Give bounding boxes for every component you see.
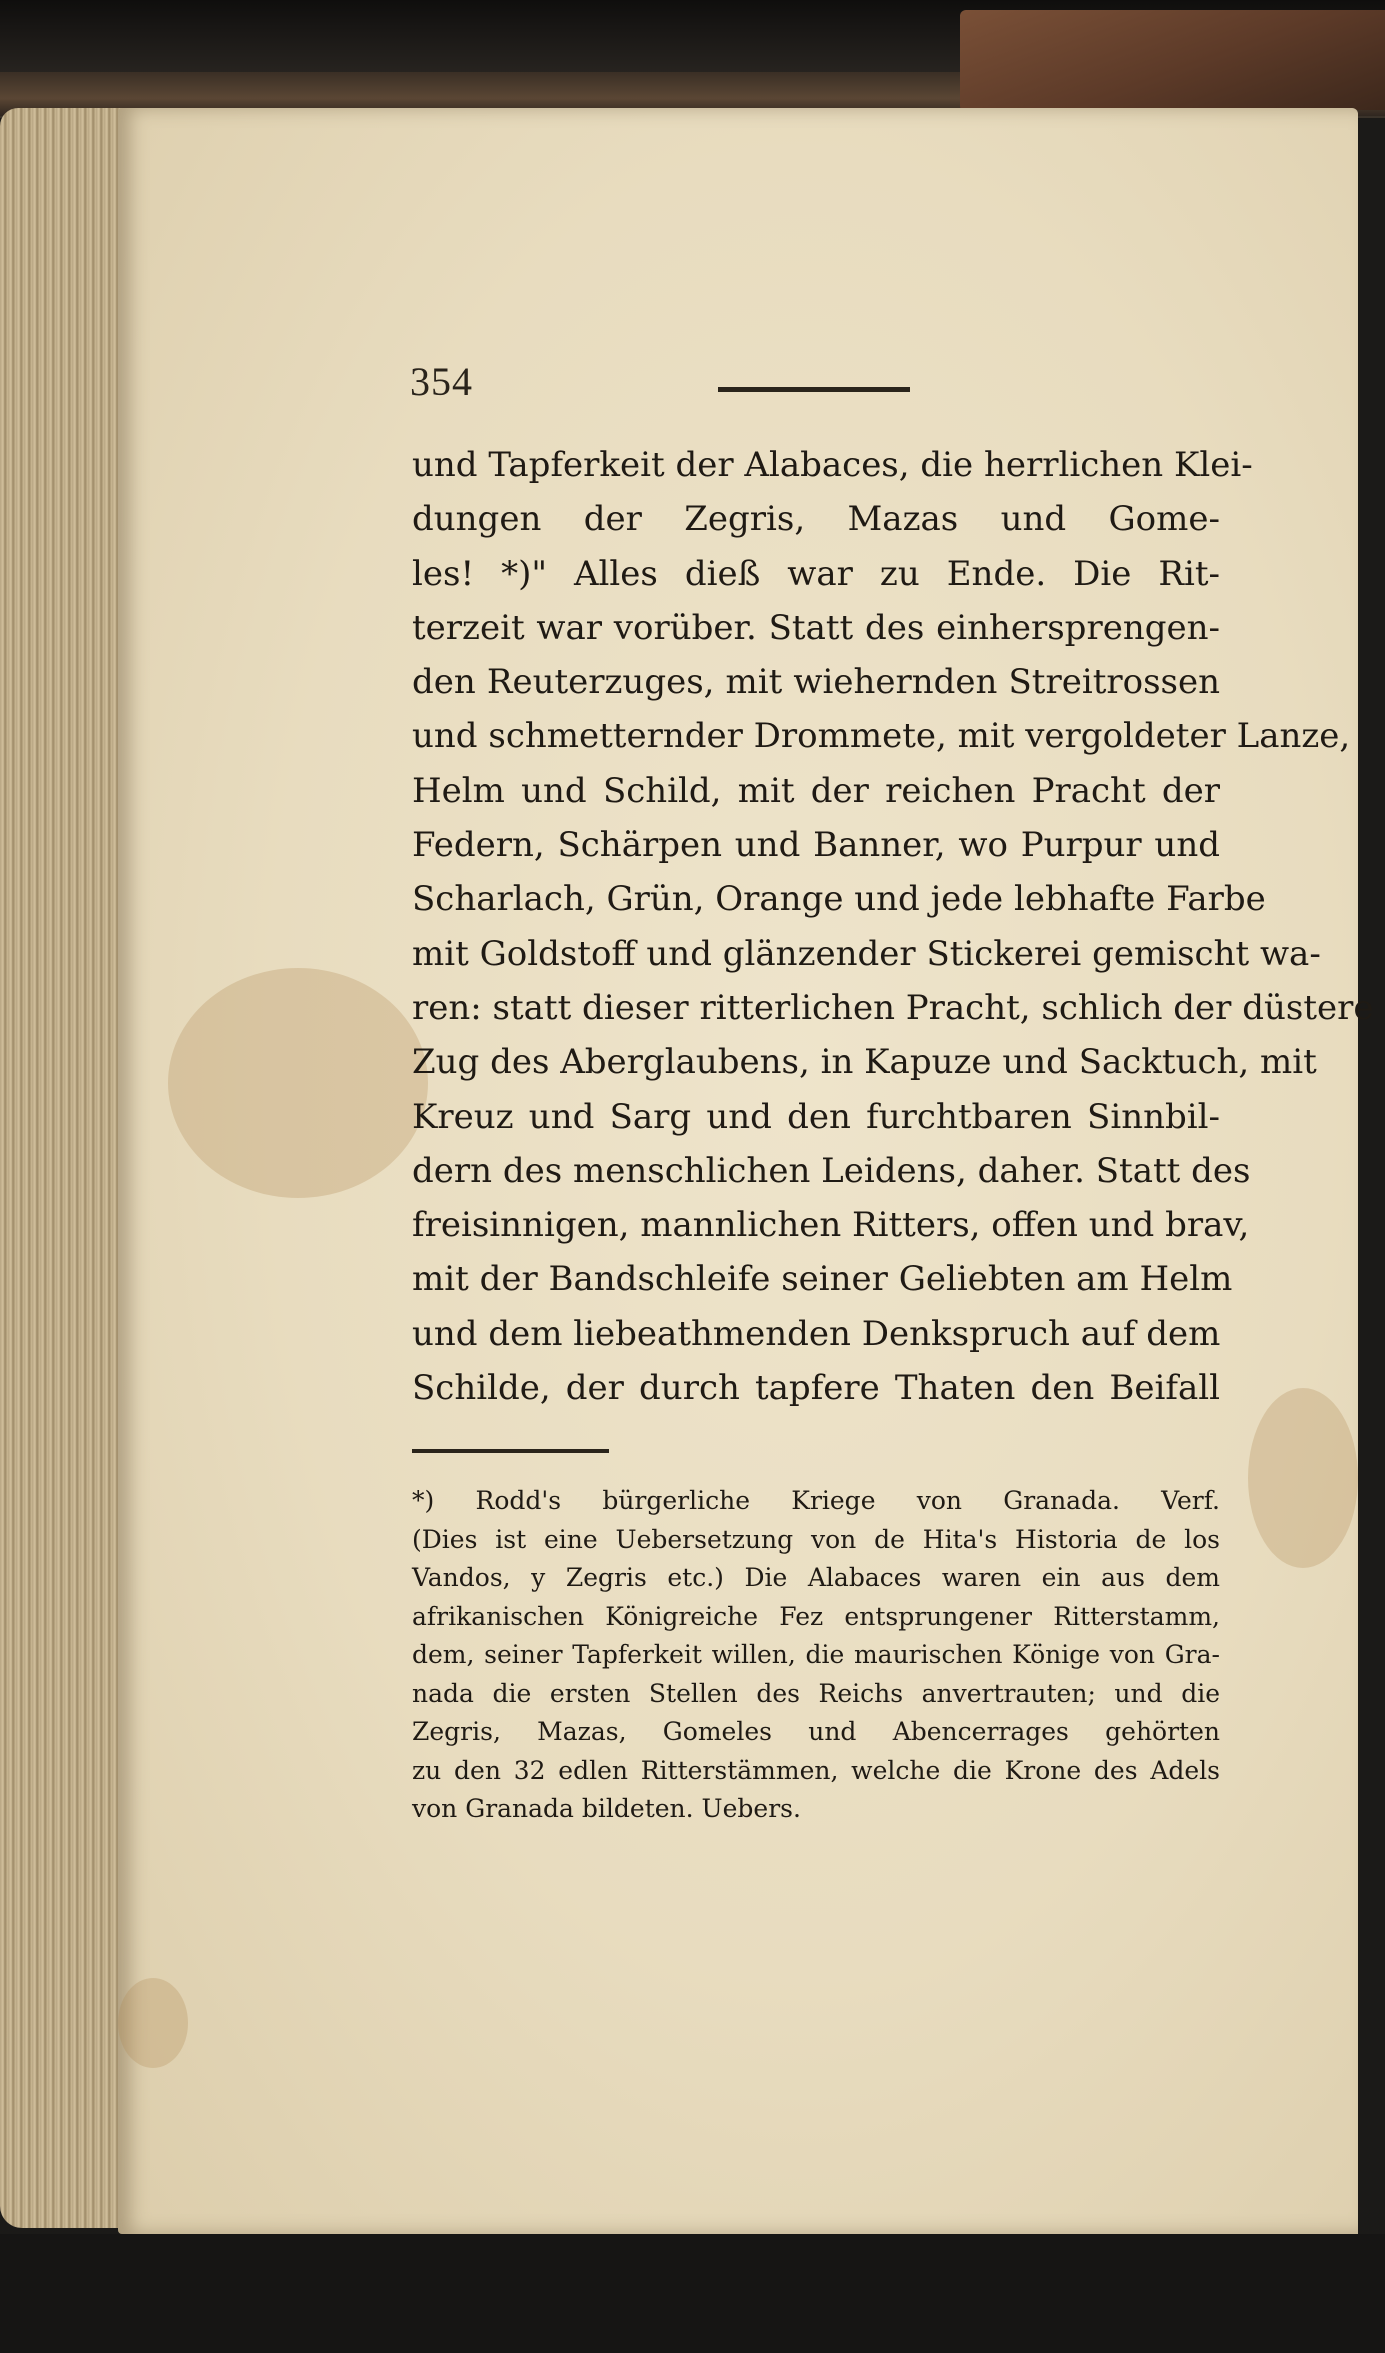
text-line: terzeit war vorüber. Statt des einhersprengen- — [412, 607, 1220, 648]
text-line: und schmetternder Drommete, mit vergoldeter Lanze, — [412, 716, 1351, 757]
footnote-line: zu den 32 edlen Ritterstämmen, welche die Krone des Adels — [412, 1755, 1220, 1785]
text-line: mit Goldstoff und glänzender Stickerei gemischt wa- — [412, 933, 1321, 974]
footnote-block — [412, 1482, 1220, 1829]
paper-stain — [168, 968, 428, 1198]
page-edges — [0, 108, 128, 2228]
text-line: mit der Bandschleife seiner Geliebten am Helm — [412, 1259, 1233, 1300]
header-rule — [718, 387, 910, 392]
paper-stain — [118, 1978, 188, 2068]
paper-stain — [1248, 1388, 1358, 1568]
footnote-line: nada die ersten Stellen des Reichs anvertrauten; und die — [412, 1678, 1220, 1708]
text-line: Kreuz und Sarg und den furchtbaren Sinnbil- — [412, 1096, 1220, 1137]
text-line: und dem liebeathmenden Denkspruch auf dem — [412, 1313, 1221, 1354]
footnote-line: Zegris, Mazas, Gomeles und Abencerrages gehörten — [412, 1717, 1220, 1746]
text-line: dern des menschlichen Leidens, daher. Statt des — [412, 1150, 1251, 1191]
page-number: 354 — [410, 359, 473, 404]
book-shadow-bottom — [0, 2234, 1385, 2353]
text-line: Zug des Aberglaubens, in Kapuze und Sacktuch, mit — [412, 1042, 1317, 1083]
footnote-line: (Dies ist eine Uebersetzung von de Hita's Historia de los — [412, 1524, 1220, 1554]
text-line: Scharlach, Grün, Orange und jede lebhafte Farbe — [412, 879, 1266, 920]
footnote-line: Vandos, y Zegris etc.) Die Alabaces waren ein aus dem — [412, 1563, 1220, 1592]
text-line: Federn, Schärpen und Banner, wo Purpur und — [412, 825, 1220, 866]
text-line: Schilde, der durch tapfere Thaten den Beifall — [412, 1368, 1220, 1409]
text-line: Helm und Schild, mit der reichen Pracht der — [412, 770, 1220, 811]
footnote-line: dem, seiner Tapferkeit willen, die maurischen Könige von Gra- — [412, 1640, 1220, 1669]
text-line: dungen der Zegris, Mazas und Gome- — [412, 499, 1220, 540]
leather-patch — [960, 10, 1385, 110]
footnote-line: von Granada bildeten. Uebers. — [412, 1794, 801, 1823]
text-line: und Tapferkeit der Alabaces, die herrlichen Klei- — [412, 445, 1253, 485]
text-line: les! *)" Alles dieß war zu Ende. Die Rit- — [412, 553, 1220, 594]
text-line: freisinnigen, mannlichen Ritters, offen und brav, — [412, 1205, 1250, 1246]
footnote-rule — [412, 1449, 609, 1453]
text-line: den Reuterzuges, mit wiehernden Streitrossen — [412, 662, 1220, 703]
body-text — [412, 438, 1374, 1415]
footnote-line: afrikanischen Königreiche Fez entsprungener Ritterstamm, — [412, 1601, 1220, 1631]
footnote-line: *) Rodd's bürgerliche Kriege von Granada. Verf. — [412, 1486, 1220, 1515]
text-line: ren: statt dieser ritterlichen Pracht, schlich der düstere — [412, 987, 1374, 1028]
